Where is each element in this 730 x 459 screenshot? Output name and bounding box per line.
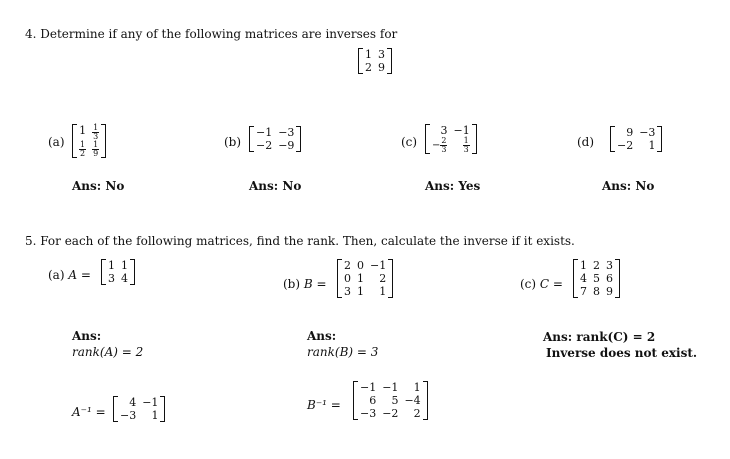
base-matrix-entry-0-1: 3 xyxy=(378,48,385,61)
q5b-matrix-entry-1-2: 2 xyxy=(379,272,387,285)
q5c-ans-label: Ans: rank(C) = 2 xyxy=(543,330,656,344)
q5b-inverse-entry-1-0: 6 xyxy=(369,394,377,407)
q5a-var: A = xyxy=(68,268,91,282)
q5a-label xyxy=(48,268,91,282)
q4-option-a-matrix xyxy=(72,124,106,158)
q5b-rank: rank(B) = 3 xyxy=(307,345,379,359)
q4-option-d-matrix xyxy=(610,126,662,152)
q4c-matrix-right-bracket xyxy=(472,124,477,154)
q5a-ans-label: Ans: xyxy=(72,329,102,343)
q5c-matrix-entry-1-1: 5 xyxy=(593,272,600,285)
q4-option-d-answer: Ans: No xyxy=(602,179,655,193)
q5a-matrix xyxy=(101,259,135,285)
q5c-var: C = xyxy=(539,277,563,291)
q5b-matrix-entry-1-0: 0 xyxy=(344,272,351,285)
q5-prompt: 5. For each of the following matrices, find the rank. Then, calculate the inverse if it exists. xyxy=(25,234,575,248)
q4-option-b-matrix xyxy=(249,126,301,152)
q5b-inverse-entry-0-1: −1 xyxy=(382,381,399,394)
q4c-matrix-entry-0-1: −1 xyxy=(453,124,470,137)
q4-option-c-matrix xyxy=(425,124,477,154)
q5b-label xyxy=(283,277,327,291)
q5b-matrix xyxy=(337,259,393,298)
q5c-label xyxy=(520,277,563,291)
q4a-matrix-entry-1-0: $\frac{1}{2}$ xyxy=(80,140,86,158)
base-matrix-entry-1-0: 2 xyxy=(365,61,372,74)
q4-option-c-label: (c) xyxy=(401,135,418,149)
q5b-var: B = xyxy=(303,277,327,291)
q5c-matrix-entry-2-1: 8 xyxy=(593,285,600,298)
q4d-matrix-entry-0-0: 9 xyxy=(626,126,634,139)
q5b-matrix-entry-0-1: 0 xyxy=(357,259,364,272)
q4d-matrix-entry-1-1: 1 xyxy=(648,139,656,152)
q4d-matrix-right-bracket xyxy=(657,126,662,152)
q4d-matrix-entry-1-0: −2 xyxy=(617,139,634,152)
q5a-inverse-entry-1-0: −3 xyxy=(120,409,137,422)
q4-option-d-label: (d) xyxy=(577,135,595,149)
q4-option-a-answer: Ans: No xyxy=(72,179,125,193)
q5b-letter: (b) xyxy=(283,277,301,291)
q5a-matrix-entry-1-1: 4 xyxy=(121,272,128,285)
q5b-ans-label: Ans: xyxy=(307,329,337,343)
q5c-matrix-entry-0-2: 3 xyxy=(606,259,613,272)
q5a-inverse-entry-0-0: 4 xyxy=(129,396,137,409)
q5b-inverse-entry-0-2: 1 xyxy=(413,381,421,394)
q5c-matrix-entry-2-2: 9 xyxy=(606,285,613,298)
q5a-matrix-right-bracket xyxy=(130,259,135,285)
q5b-inverse-label: B⁻¹ = xyxy=(307,398,341,412)
q5b-inverse-right-bracket xyxy=(423,381,428,420)
q4-option-c-answer: Ans: Yes xyxy=(425,179,481,193)
q5b-inverse-entry-2-2: 2 xyxy=(413,407,421,420)
q5b-matrix-entry-0-0: 2 xyxy=(344,259,351,272)
q5c-matrix xyxy=(573,259,620,298)
q4b-matrix-entry-1-1: −9 xyxy=(278,139,295,152)
q5b-inverse-entry-2-1: −2 xyxy=(382,407,399,420)
q5c-matrix-entry-1-0: 4 xyxy=(580,272,587,285)
q4c-matrix-entry-1-0: − $\frac{2}{3}$ xyxy=(432,136,447,154)
q4c-matrix-entry-1-1: $\frac{1}{3}$ xyxy=(463,136,469,154)
q4c-matrix-entry-0-0: 3 xyxy=(440,124,448,137)
q4-prompt: 4. Determine if any of the following matrices are inverses for xyxy=(25,27,398,41)
q5b-inverse-entry-2-0: −3 xyxy=(360,407,377,420)
q4a-matrix-entry-0-0: 1 xyxy=(79,124,87,137)
q5a-matrix-entry-0-1: 1 xyxy=(121,259,128,272)
q4-option-b-label: (b) xyxy=(224,135,242,149)
q5a-inverse-entry-0-1: −1 xyxy=(142,396,159,409)
q5b-matrix-entry-1-1: 1 xyxy=(357,272,364,285)
base-matrix-entry-0-0: 1 xyxy=(365,48,372,61)
q4b-matrix-entry-1-0: −2 xyxy=(256,139,273,152)
q5b-inverse-entry-1-1: 5 xyxy=(391,394,399,407)
q5a-inverse-matrix xyxy=(113,396,165,422)
q4a-matrix-entry-0-1: $\frac{1}{3}$ xyxy=(93,123,99,141)
q5b-inverse-entry-1-2: −4 xyxy=(404,394,421,407)
q5b-matrix-entry-2-2: 1 xyxy=(379,285,387,298)
base-matrix-entry-1-1: 9 xyxy=(378,61,385,74)
base-matrix-right-bracket xyxy=(387,48,392,74)
q5a-letter: (a) xyxy=(48,268,65,282)
q5b-matrix-right-bracket xyxy=(388,259,393,298)
q5c-matrix-entry-2-0: 7 xyxy=(580,285,587,298)
q5a-matrix-entry-1-0: 3 xyxy=(108,272,115,285)
q5b-matrix-entry-2-1: 1 xyxy=(357,285,364,298)
q4b-matrix-entry-0-0: −1 xyxy=(256,126,273,139)
q5a-inverse-label: A⁻¹ = xyxy=(72,405,106,419)
q5a-rank: rank(A) = 2 xyxy=(72,345,144,359)
q5b-inverse-entry-0-0: −1 xyxy=(360,381,377,394)
base-matrix xyxy=(358,48,392,74)
q5b-matrix-entry-0-2: −1 xyxy=(370,259,387,272)
q4-option-b-answer: Ans: No xyxy=(249,179,302,193)
q5c-letter: (c) xyxy=(520,277,537,291)
q5b-inverse-matrix xyxy=(353,381,428,420)
q5b-matrix-entry-2-0: 3 xyxy=(344,285,351,298)
q4d-matrix-entry-0-1: −3 xyxy=(639,126,656,139)
q5c-matrix-entry-0-0: 1 xyxy=(580,259,587,272)
q4a-matrix-right-bracket xyxy=(101,124,106,158)
q4b-matrix-entry-0-1: −3 xyxy=(278,126,295,139)
q4b-matrix-right-bracket xyxy=(296,126,301,152)
q5a-inverse-entry-1-1: 1 xyxy=(151,409,159,422)
q5a-inverse-right-bracket xyxy=(160,396,165,422)
q4-option-a-label: (a) xyxy=(48,135,65,149)
q5c-matrix-entry-1-2: 6 xyxy=(606,272,613,285)
q5a-matrix-entry-0-0: 1 xyxy=(108,259,115,272)
q5c-note: Inverse does not exist. xyxy=(546,346,698,360)
q4a-matrix-entry-1-1: $\frac{1}{9}$ xyxy=(93,140,99,158)
q5c-matrix-entry-0-1: 2 xyxy=(593,259,600,272)
q5c-matrix-right-bracket xyxy=(615,259,620,298)
